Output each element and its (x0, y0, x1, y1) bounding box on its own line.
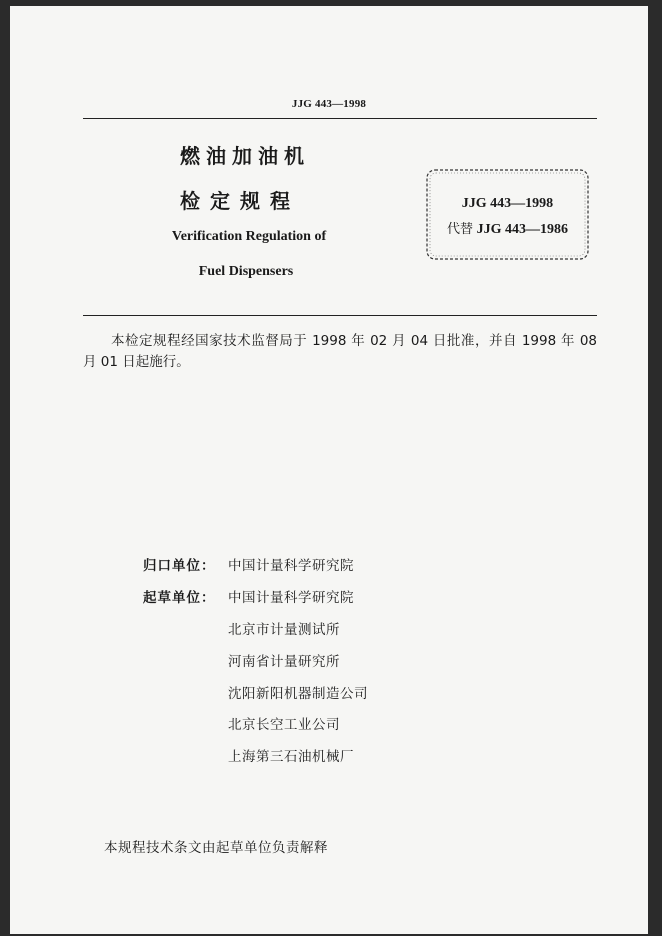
replaced-code: JJG 443—1986 (476, 222, 568, 237)
replaces-label: 代替 (447, 222, 474, 237)
standard-code-box (425, 168, 590, 261)
drafting-unit-item: 上海第三石油机械厂 (228, 749, 354, 765)
title-en-line2: Fuel Dispensers (198, 264, 294, 279)
standard-code: JJG 443—1998 (461, 196, 554, 211)
drafting-unit-item: 北京长空工业公司 (228, 717, 340, 733)
title-cn-line1: 燃油加油机 (180, 144, 310, 168)
drafting-unit-item: 沈阳新阳机器制造公司 (228, 686, 368, 702)
decorative-border (425, 168, 590, 261)
header-code: JJG 443—1998 (291, 98, 367, 110)
drafting-unit-item: 北京市计量测试所 (228, 622, 340, 638)
section-rule (83, 315, 597, 316)
responsible-unit-value: 中国计量科学研究院 (228, 558, 354, 574)
title-en-line1: Verification Regulation of (171, 229, 327, 244)
interpretation-note: 本规程技术条文由起草单位负责解释 (104, 840, 328, 856)
drafting-unit-label: 起草单位： (143, 590, 216, 606)
replaces-code (425, 218, 590, 238)
header-rule (83, 118, 597, 119)
drafting-unit-item: 中国计量科学研究院 (228, 590, 354, 606)
responsible-unit-label: 归口单位： (143, 558, 216, 574)
title-cn-line2: 检定规程 (180, 189, 300, 213)
drafting-unit-item: 河南省计量研究所 (228, 654, 340, 670)
document-page (10, 6, 648, 934)
approval-statement: 本检定规程经国家技术监督局于 1998 年 02 月 04 日批准，并自 1998 年 08 月 01 日起施行。 (83, 333, 597, 370)
